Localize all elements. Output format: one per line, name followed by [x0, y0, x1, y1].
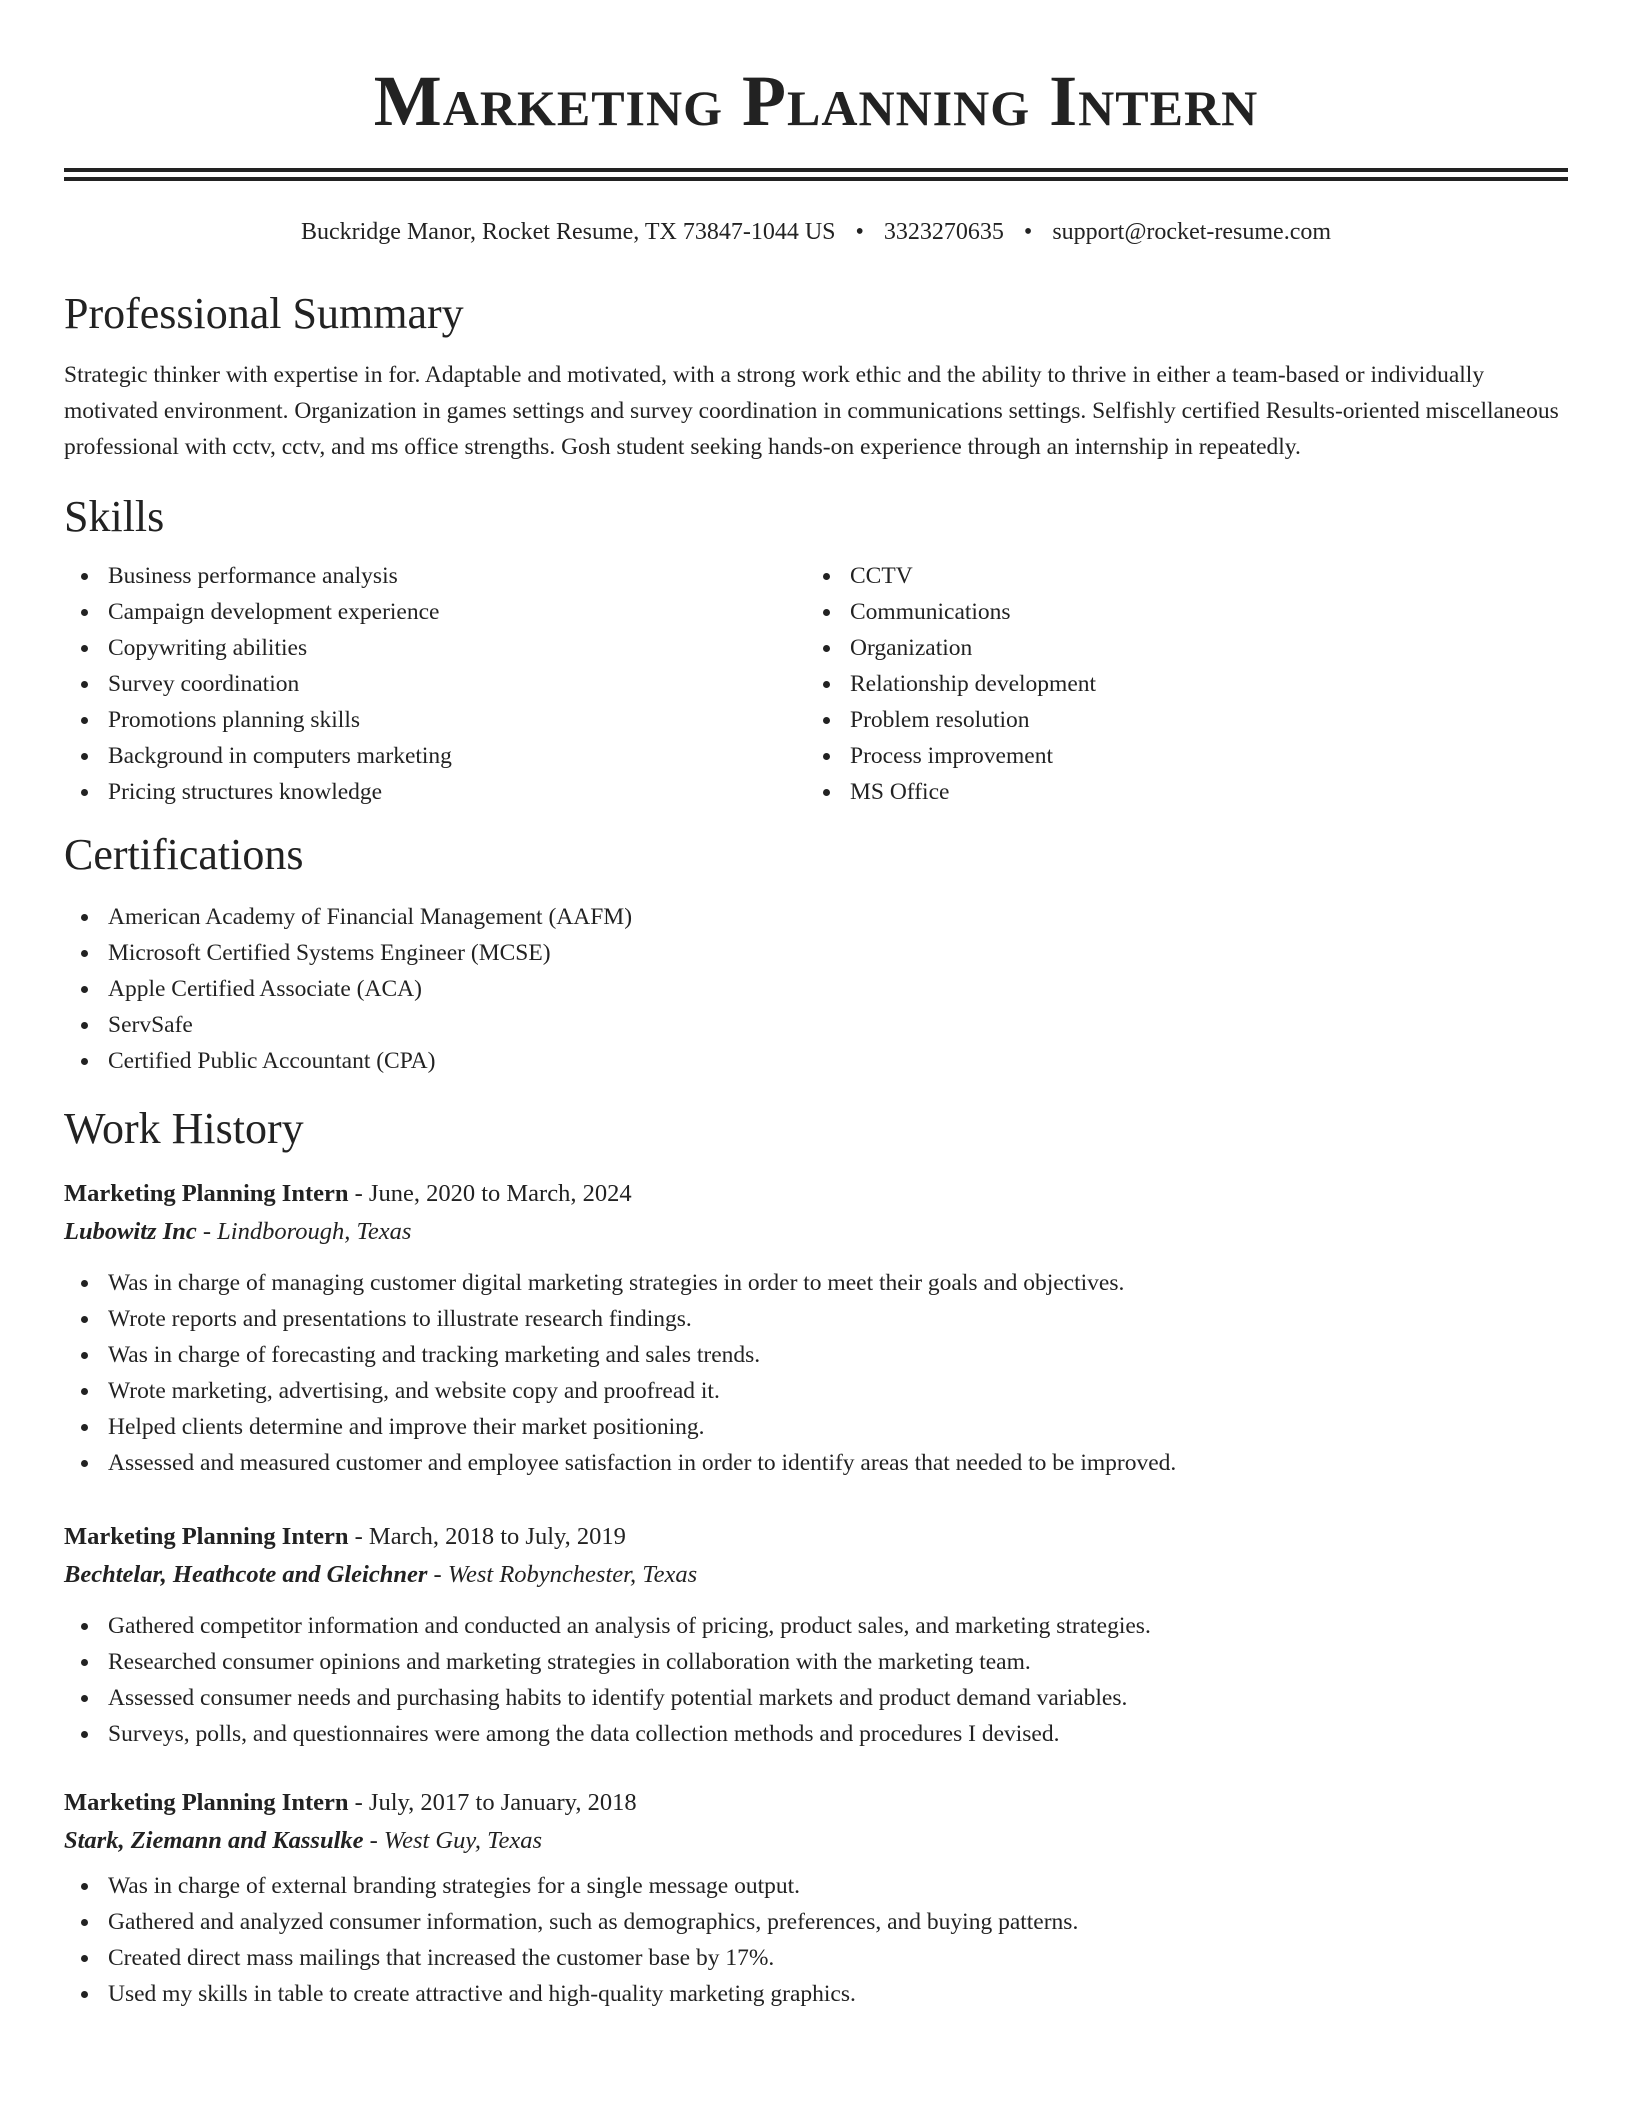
job-bullets: [64, 1265, 1568, 1481]
contact-email: support@rocket-resume.com: [1052, 219, 1332, 245]
certification-item: American Academy of Financial Management (AAFM): [64, 899, 1568, 935]
certifications-list: [64, 899, 1568, 1079]
skill-item: Campaign development experience: [64, 594, 806, 630]
skill-item: MS Office: [806, 774, 1548, 810]
certifications-heading: Certifications: [64, 830, 304, 879]
skills-list-left: [64, 558, 806, 810]
job-bullet: Surveys, polls, and questionnaires were among the data collection methods and procedures I devised.: [64, 1716, 1568, 1752]
contact-phone: 3323270635: [883, 219, 1004, 245]
job-bullet: Researched consumer opinions and marketing strategies in collaboration with the marketing team.: [64, 1644, 1568, 1680]
certification-item: ServSafe: [64, 1007, 1568, 1043]
title-divider-bottom: [64, 177, 1568, 181]
job-dates: - March, 2018 to July, 2019: [348, 1523, 626, 1550]
job-company-line: [64, 1822, 1568, 1860]
job-entry: [64, 1518, 1568, 1752]
job-bullets: [64, 1608, 1568, 1752]
certification-item: Apple Certified Associate (ACA): [64, 971, 1568, 1007]
job-location: - West Robynchester, Texas: [427, 1561, 698, 1588]
skill-item: Communications: [806, 594, 1548, 630]
title-divider-top: [64, 168, 1568, 172]
job-bullet: Assessed consumer needs and purchasing habits to identify potential markets and product demand variables.: [64, 1680, 1568, 1716]
summary-text: Strategic thinker with expertise in for. Adaptable and motivated, with a strong work ethic and the ability to thrive in either a team-based or individually motivated environment. Organization in games settings and survey coordination in communications settings. Selfishly certified Results-oriented miscellaneous professional with cctv, cctv, and ms office strengths. Gosh student seeking hands-on experience through an internship in repeatedly.: [64, 362, 1559, 460]
contact-separator: •: [1023, 219, 1033, 245]
job-title: Marketing Planning Intern: [64, 1180, 349, 1207]
job-company: Stark, Ziemann and Kassulke: [64, 1827, 364, 1854]
job-company-line: [64, 1213, 1568, 1251]
job-bullet: Wrote reports and presentations to illustrate research findings.: [64, 1301, 1568, 1337]
summary-heading: Professional Summary: [64, 289, 464, 338]
skill-item: Organization: [806, 630, 1548, 666]
skill-item: Business performance analysis: [64, 558, 806, 594]
skill-item: Pricing structures knowledge: [64, 774, 806, 810]
skills-list-right: [806, 558, 1548, 810]
skill-item: Relationship development: [806, 666, 1548, 702]
job-title-line: [64, 1784, 1568, 1822]
job-bullet: Wrote marketing, advertising, and website copy and proofread it.: [64, 1373, 1568, 1409]
job-bullet: Was in charge of external branding strategies for a single message output.: [64, 1868, 1568, 1904]
job-company-line: [64, 1556, 1568, 1594]
job-dates: - June, 2020 to March, 2024: [348, 1180, 632, 1207]
job-company: Bechtelar, Heathcote and Gleichner: [64, 1561, 428, 1588]
certification-item: Certified Public Accountant (CPA): [64, 1043, 1568, 1079]
skill-item: Promotions planning skills: [64, 702, 806, 738]
resume-title: Marketing Planning Intern: [373, 61, 1259, 141]
job-title: Marketing Planning Intern: [64, 1789, 349, 1816]
job-bullet: Assessed and measured customer and employee satisfaction in order to identify areas that needed to be improved.: [64, 1445, 1568, 1481]
job-company: Lubowitz Inc: [64, 1218, 197, 1245]
skill-item: Copywriting abilities: [64, 630, 806, 666]
skill-item: Process improvement: [806, 738, 1548, 774]
skills-heading: Skills: [64, 492, 165, 541]
job-title: Marketing Planning Intern: [64, 1523, 349, 1550]
job-bullet: Was in charge of forecasting and tracking marketing and sales trends.: [64, 1337, 1568, 1373]
skill-item: Problem resolution: [806, 702, 1548, 738]
contact-line: [64, 217, 1568, 247]
job-bullets: [64, 1868, 1568, 2012]
job-bullet: Gathered competitor information and conducted an analysis of pricing, product sales, and marketing strategies.: [64, 1608, 1568, 1644]
job-bullet: Used my skills in table to create attractive and high-quality marketing graphics.: [64, 1976, 1568, 2012]
job-bullet: Helped clients determine and improve their market positioning.: [64, 1409, 1568, 1445]
job-location: - West Guy, Texas: [363, 1827, 543, 1854]
job-bullet: Gathered and analyzed consumer information, such as demographics, preferences, and buying patterns.: [64, 1904, 1568, 1940]
resume-page: [64, 0, 1568, 2012]
job-entry: [64, 1784, 1568, 2012]
skill-item: CCTV: [806, 558, 1548, 594]
contact-address: Buckridge Manor, Rocket Resume, TX 73847-1044 US: [300, 219, 836, 245]
job-bullet: Was in charge of managing customer digital marketing strategies in order to meet their goals and objectives.: [64, 1265, 1568, 1301]
job-title-line: [64, 1518, 1568, 1556]
work-history-heading: Work History: [64, 1104, 304, 1153]
skills-columns: [64, 558, 1568, 810]
job-location: - Lindborough, Texas: [196, 1218, 412, 1245]
contact-separator: •: [855, 219, 864, 245]
job-dates: - July, 2017 to January, 2018: [348, 1789, 637, 1816]
certification-item: Microsoft Certified Systems Engineer (MCSE): [64, 935, 1568, 971]
job-bullet: Created direct mass mailings that increased the customer base by 17%.: [64, 1940, 1568, 1976]
skill-item: Background in computers marketing: [64, 738, 806, 774]
skill-item: Survey coordination: [64, 666, 806, 702]
job-entry: [64, 1175, 1568, 1481]
job-title-line: [64, 1175, 1568, 1213]
